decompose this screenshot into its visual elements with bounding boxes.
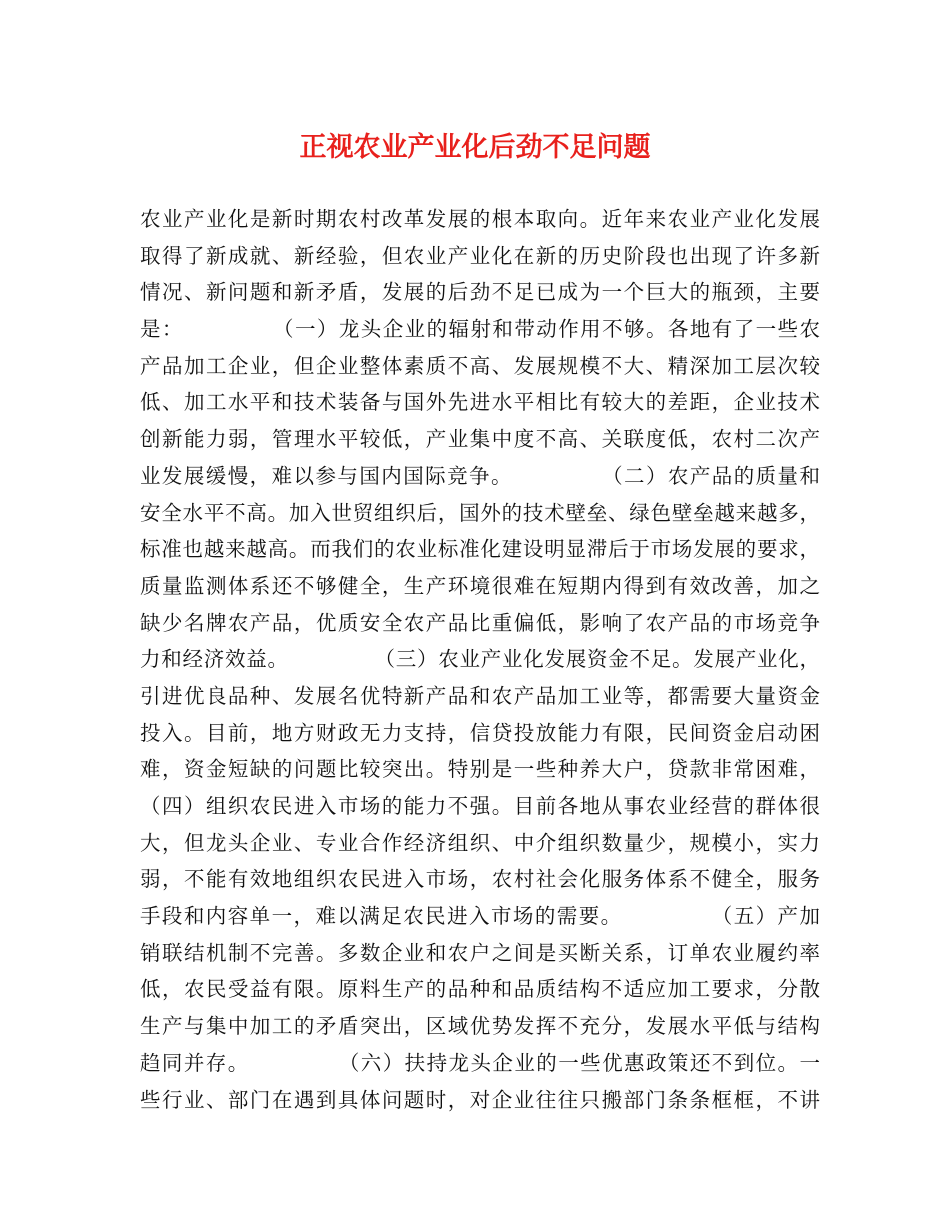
body-line: 安全水平不高。加入世贸组织后，国外的技术壁垒、绿色壁垒越来越多，	[140, 500, 820, 525]
body-line: 力和经济效益。 （三）农业产业化发展资金不足。发展产业化，	[140, 647, 820, 672]
body-line: 创新能力弱，管理水平较低，产业集中度不高、关联度低，农村二次产	[140, 427, 820, 452]
body-line: 投入。目前，地方财政无力支持，信贷投放能力有限，民间资金启动困	[140, 720, 820, 745]
body-line: 些行业、部门在遇到具体问题时，对企业往往只搬部门条条框框，不讲	[140, 1087, 820, 1112]
body-line: 难，资金短缺的问题比较突出。特别是一些种养大户，贷款非常困难，	[140, 757, 820, 782]
body-line: 取得了新成就、新经验，但农业产业化在新的历史阶段也出现了许多新	[140, 243, 820, 268]
body-line: 产品加工企业，但企业整体素质不高、发展规模不大、精深加工层次较	[140, 353, 820, 378]
body-line: 趋同并存。 （六）扶持龙头企业的一些优惠政策还不到位。一	[140, 1050, 820, 1075]
body-line: 引进优良品种、发展名优特新产品和农产品加工业等，都需要大量资金	[140, 683, 820, 708]
document-body	[140, 201, 820, 1118]
body-line: 农业产业化是新时期农村改革发展的根本取向。近年来农业产业化发展	[140, 207, 820, 231]
body-line: 缺少名牌农产品，优质安全农产品比重偏低，影响了农产品的市场竞争	[140, 610, 820, 635]
body-line: （四）组织农民进入市场的能力不强。目前各地从事农业经营的群体很	[140, 794, 820, 818]
body-line: 情况、新问题和新矛盾，发展的后劲不足已成为一个巨大的瓶颈，主要	[140, 280, 820, 305]
body-line: 大，但龙头企业、专业合作经济组织、中介组织数量少，规模小，实力	[140, 830, 820, 855]
body-line: 销联结机制不完善。多数企业和农户之间是买断关系，订单农业履约率	[140, 940, 820, 965]
body-line: 业发展缓慢，难以参与国内国际竞争。 （二）农产品的质量和	[140, 463, 820, 488]
body-line: 是： （一）龙头企业的辐射和带动作用不够。各地有了一些农	[140, 317, 820, 342]
body-line: 低、加工水平和技术装备与国外先进水平相比有较大的差距，企业技术	[140, 390, 820, 415]
body-line: 手段和内容单一，难以满足农民进入市场的需要。 （五）产加	[140, 904, 820, 929]
body-line: 低，农民受益有限。原料生产的品种和品质结构不适应加工要求，分散	[140, 977, 820, 1002]
body-line: 质量监测体系还不够健全，生产环境很难在短期内得到有效改善，加之	[140, 573, 820, 598]
document-title: 正视农业产业化后劲不足问题	[299, 132, 651, 163]
body-line: 弱，不能有效地组织农民进入市场，农村社会化服务体系不健全，服务	[140, 867, 820, 892]
body-line: 生产与集中加工的矛盾突出，区域优势发挥不充分，发展水平低与结构	[140, 1014, 820, 1039]
body-line: 标准也越来越高。而我们的农业标准化建设明显滞后于市场发展的要求，	[140, 537, 820, 562]
